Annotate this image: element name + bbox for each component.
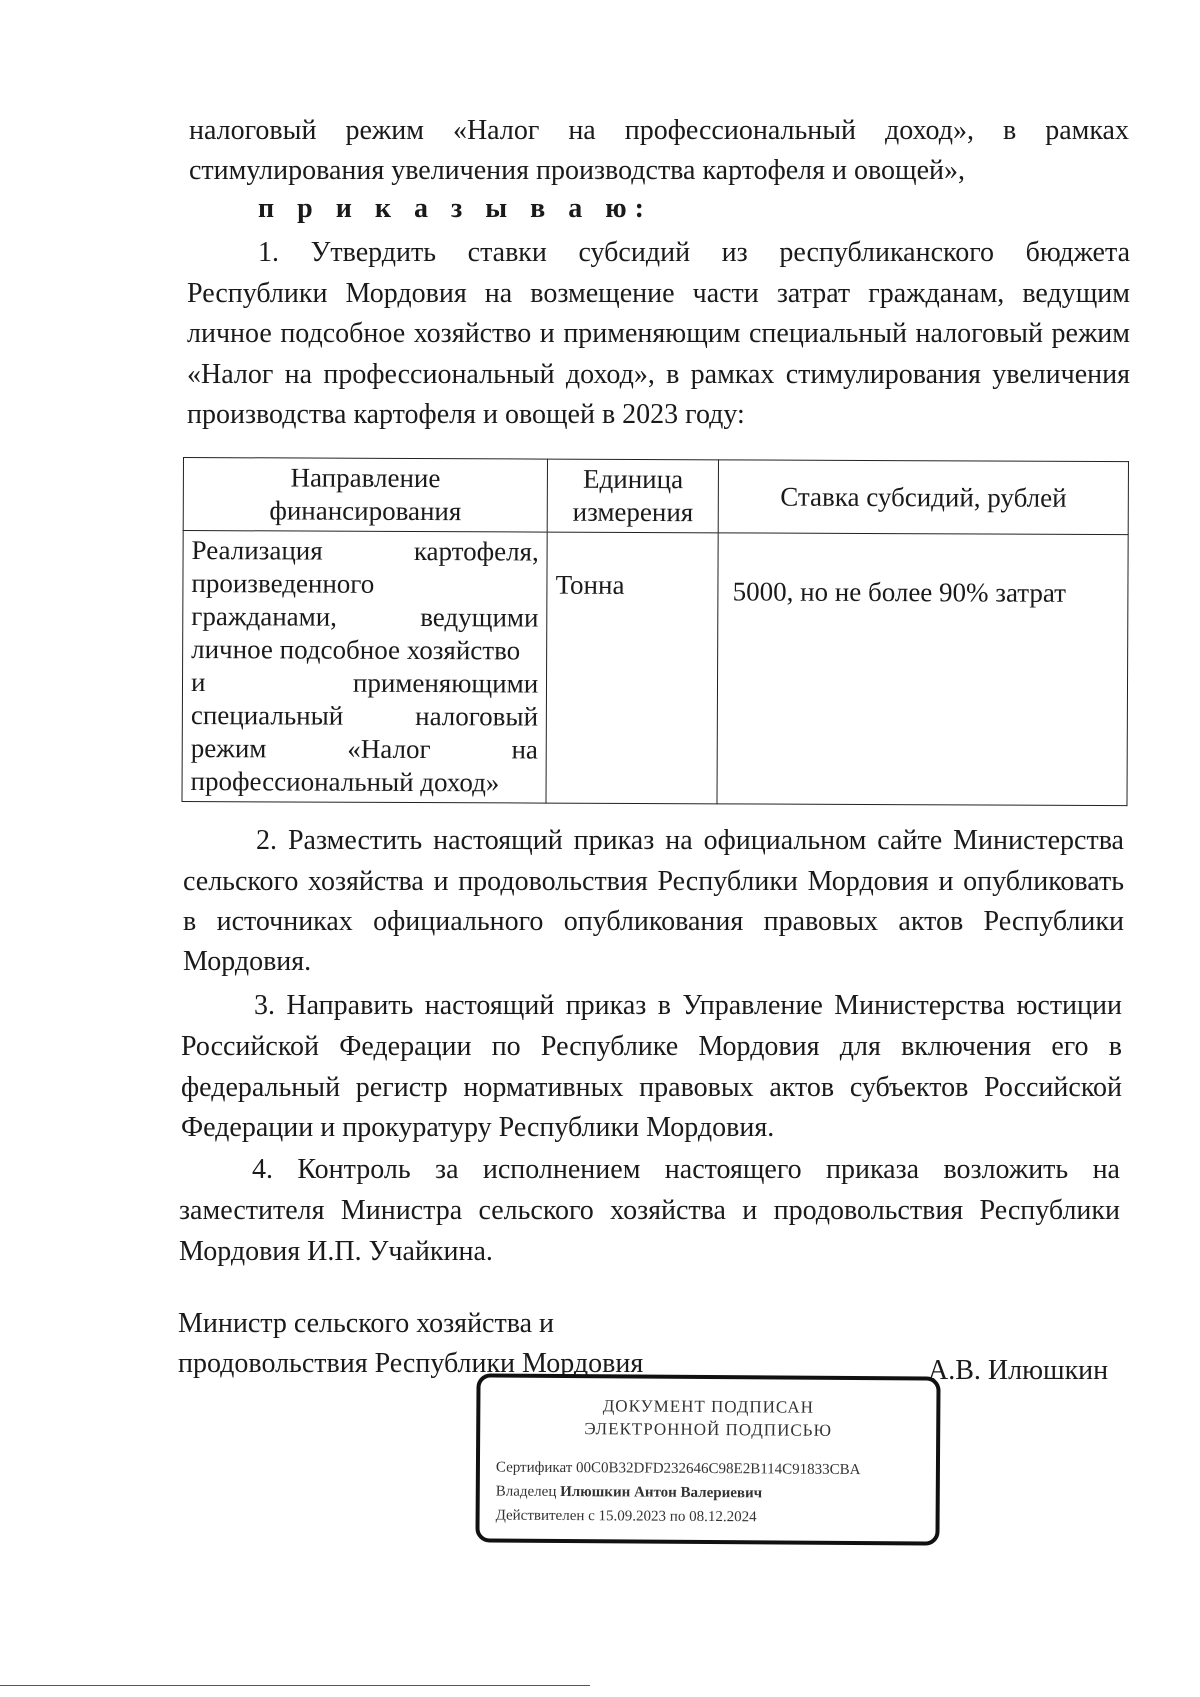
- stamp-certificate-label: Сертификат: [495, 1459, 573, 1477]
- item3-line-3: федеральный регистр нормативных правовых актов субъектов Российской: [181, 1072, 1122, 1103]
- item4-line-2: заместителя Министра сельского хозяйства и продовольствия Республики: [179, 1195, 1120, 1226]
- cell-direction-line: режим «Налог на: [190, 733, 538, 765]
- stamp-title-line-2: ЭЛЕКТРОННОЙ ПОДПИСЬЮ: [584, 1419, 833, 1440]
- cell-direction-line: специальный налоговый: [190, 700, 539, 732]
- stamp-certificate-value: 00C0B32DFD232646C98E2B114C91833CBA: [576, 1460, 861, 1479]
- signer-name: А.В. Илюшкин: [928, 1355, 1109, 1386]
- stamp-validity-value: с 15.09.2023 по 08.12.2024: [588, 1508, 757, 1526]
- header-direction: Направление финансирования: [183, 458, 548, 533]
- item1-line-3: личное подсобное хозяйство и применяющим специальный налоговый режим: [187, 318, 1130, 349]
- item1-line-1: 1. Утвердить ставки субсидий из республиканского бюджета: [258, 237, 1130, 268]
- item1-line-2: Республики Мордовия на возмещение части затрат гражданам, ведущим: [187, 278, 1130, 309]
- cell-direction-line: профессиональный доход»: [190, 766, 500, 798]
- item3-line-1: 3. Направить настоящий приказ в Управление Министерства юстиции: [254, 990, 1122, 1021]
- item4-line-1: 4. Контроль за исполнением настоящего приказа возложить на: [252, 1154, 1120, 1185]
- cell-direction-line: и применяющими: [190, 667, 539, 699]
- cell-direction-line: личное подсобное хозяйство: [191, 634, 521, 666]
- item1-line-5: производства картофеля и овощей в 2023 году:: [187, 399, 745, 430]
- table-row: [182, 531, 1128, 806]
- item3-line-4: Федерации и прокуратуру Республики Мордовия.: [181, 1112, 775, 1143]
- bottom-divider: [0, 1685, 590, 1686]
- electronic-signature-stamp: [475, 1373, 940, 1545]
- stamp-validity-label: Действителен: [495, 1507, 585, 1525]
- cell-direction: [182, 531, 547, 804]
- item2-line-3: в источниках официального опубликования правовых актов Республики: [183, 906, 1124, 937]
- stamp-validity: [496, 1508, 757, 1527]
- cell-direction-line: произведенного: [191, 568, 375, 599]
- signer-position-line-2: продовольствия Республики Мордовия: [178, 1348, 644, 1379]
- subsidy-rate-table: [181, 457, 1128, 806]
- cell-direction-line: Реализация картофеля,: [191, 535, 539, 567]
- stamp-owner: [496, 1484, 762, 1503]
- stamp-certificate: [496, 1460, 861, 1480]
- stamp-owner-value: Илюшкин Антон Валериевич: [560, 1483, 763, 1502]
- item3-line-2: Российской Федерации по Республике Мордовия для включения его в: [181, 1031, 1122, 1062]
- item4-line-3: Мордовия И.П. Учайкина.: [179, 1236, 493, 1267]
- stamp-owner-label: Владелец: [495, 1483, 557, 1500]
- stamp-title-line-1: ДОКУМЕНТ ПОДПИСАН: [602, 1396, 815, 1417]
- cell-rate: 5000, но не более 90% затрат: [717, 533, 1128, 806]
- item1-line-4: «Налог на профессиональный доход», в рамках стимулирования увеличения: [187, 359, 1130, 390]
- cell-unit: Тонна: [546, 532, 718, 804]
- header-rate: Ставка субсидий, рублей: [718, 460, 1128, 535]
- item2-line-1: 2. Разместить настоящий приказ на официальном сайте Министерства: [256, 825, 1124, 856]
- signer-position-line-1: Министр сельского хозяйства и: [178, 1308, 554, 1339]
- intro-line-2: стимулирования увеличения производства картофеля и овощей»,: [189, 155, 965, 186]
- item2-line-4: Мордовия.: [183, 946, 312, 977]
- header-unit: Единица измерения: [547, 459, 718, 533]
- order-word: п р и к а з ы в а ю:: [258, 193, 652, 224]
- item2-line-2: сельского хозяйства и продовольствия Республики Мордовия и опубликовать: [183, 866, 1124, 897]
- table-header-row: [183, 458, 1128, 535]
- intro-line-1: налоговый режим «Налог на профессиональный доход», в рамках: [189, 115, 1129, 146]
- cell-direction-line: гражданами, ведущими: [191, 601, 539, 633]
